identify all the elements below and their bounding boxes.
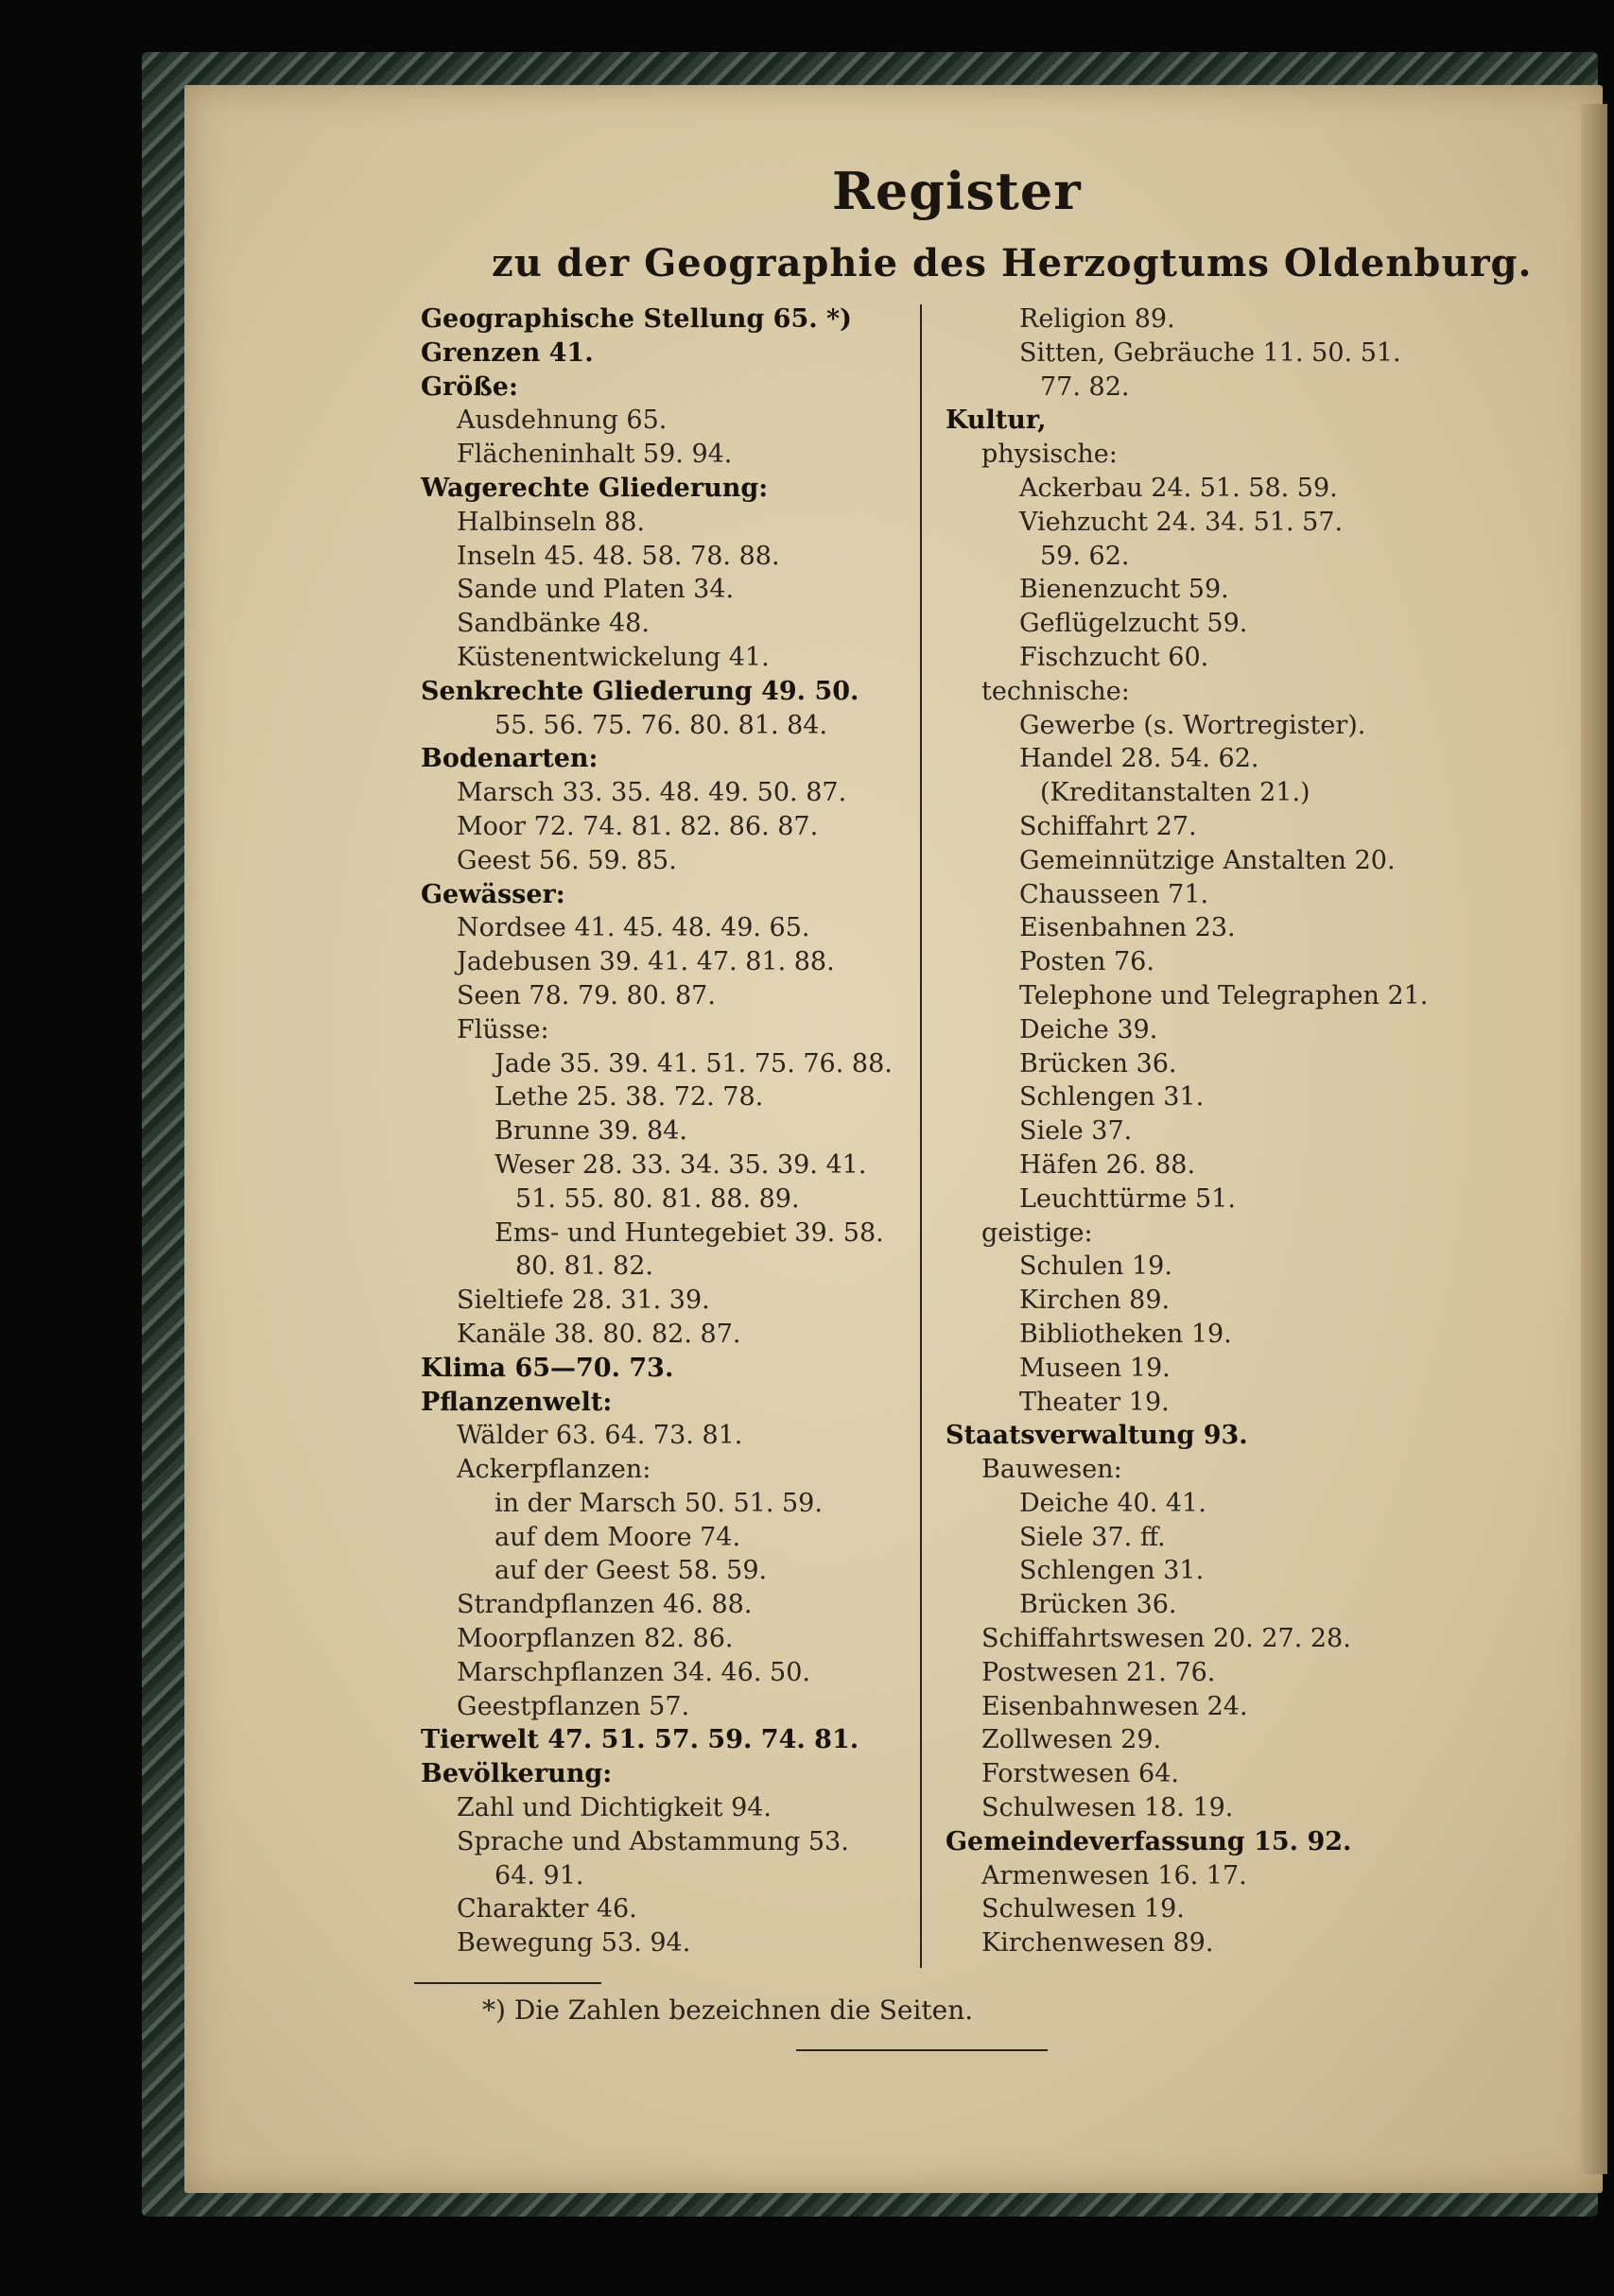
index-entry: Häfen 26. 88. [1019, 1149, 1196, 1180]
index-entry: Nordsee 41. 45. 48. 49. 65. [457, 913, 810, 943]
footnote-rule [414, 1982, 601, 1984]
index-entry: Gewerbe (s. Wortregister). [1019, 710, 1366, 740]
index-entry: Schiffahrtswesen 20. 27. 28. [981, 1624, 1351, 1654]
index-entry: physische: [981, 440, 1118, 470]
index-entry: Kanäle 38. 80. 82. 87. [457, 1319, 741, 1349]
index-entry: in der Marsch 50. 51. 59. [495, 1488, 823, 1518]
index-entry: Kirchenwesen 89. [981, 1928, 1214, 1959]
index-entry: Ackerbau 24. 51. 58. 59. [1019, 473, 1338, 503]
index-entry: Sieltiefe 28. 31. 39. [457, 1286, 710, 1316]
index-entry: Jadebusen 39. 41. 47. 81. 88. [457, 947, 835, 977]
index-entry: Brunne 39. 84. [495, 1116, 687, 1147]
index-entry: Viehzucht 24. 34. 51. 57. [1019, 507, 1344, 537]
index-entry: Forstwesen 64. [981, 1759, 1179, 1789]
index-entry: Charakter 46. [457, 1894, 637, 1925]
index-entry: auf der Geest 58. 59. [495, 1556, 768, 1586]
index-entry: Bibliotheken 19. [1019, 1319, 1232, 1349]
index-entry: Sitten, Gebräuche 11. 50. 51. [1019, 337, 1401, 368]
index-entry: Schlengen 31. [1019, 1556, 1205, 1586]
index-entry: Museen 19. [1019, 1353, 1171, 1383]
index-entry: Eisenbahnwesen 24. [981, 1691, 1248, 1721]
index-entry: 51. 55. 80. 81. 88. 89. [515, 1183, 800, 1214]
index-column-left [421, 302, 912, 1960]
index-heading: Pflanzenwelt: [421, 1387, 613, 1417]
index-entry: Siele 37. [1019, 1116, 1133, 1147]
index-entry: Küstenentwickelung 41. [457, 642, 770, 672]
index-heading: Tierwelt 47. 51. 57. 59. 74. 81. [421, 1725, 859, 1755]
index-heading: Grenzen 41. [421, 337, 594, 368]
index-entry: Fischzucht 60. [1019, 642, 1209, 672]
index-entry: geistige: [981, 1217, 1093, 1248]
index-entry: Flächeninhalt 59. 94. [457, 440, 733, 470]
index-heading: Gemeindeverfassung 15. 92. [946, 1826, 1352, 1856]
index-entry: Eisenbahnen 23. [1019, 913, 1236, 943]
index-entry: Schiffahrt 27. [1019, 811, 1197, 841]
index-heading: Kultur, [946, 406, 1047, 436]
index-entry: Ausdehnung 65. [457, 406, 668, 436]
index-entry: Lethe 25. 38. 72. 78. [495, 1082, 764, 1113]
index-entry: Deiche 40. 41. [1019, 1488, 1206, 1518]
index-heading: Gewässer: [421, 879, 565, 909]
index-entry: Geest 56. 59. 85. [457, 845, 677, 875]
index-entry: Inseln 45. 48. 58. 78. 88. [457, 541, 780, 571]
index-heading: Klima 65—70. 73. [421, 1353, 674, 1383]
footnote: *) Die Zahlen bezeichnen die Seiten. [482, 1994, 974, 2026]
index-entry: 77. 82. [1040, 371, 1130, 402]
index-entry: Gemeinnützige Anstalten 20. [1019, 845, 1396, 875]
index-column-right [946, 302, 1513, 1960]
index-heading: Bodenarten: [421, 744, 599, 774]
index-entry: Kirchen 89. [1019, 1286, 1171, 1316]
index-entry: Ems- und Huntegebiet 39. 58. [495, 1217, 884, 1248]
index-entry: Strandpflanzen 46. 88. [457, 1590, 753, 1620]
index-entry: Halbinseln 88. [457, 507, 645, 537]
index-entry: Armenwesen 16. 17. [981, 1860, 1247, 1890]
index-entry: Schulwesen 19. [981, 1894, 1185, 1925]
end-rule [796, 2049, 1048, 2051]
index-entry: Zollwesen 29. [981, 1725, 1162, 1755]
index-entry: Sprache und Abstammung 53. [457, 1826, 849, 1856]
index-entry: Seen 78. 79. 80. 87. [457, 980, 716, 1010]
index-heading: Wagerechte Gliederung: [421, 473, 769, 503]
index-entry: Marsch 33. 35. 48. 49. 50. 87. [457, 778, 847, 808]
index-entry: Theater 19. [1019, 1387, 1170, 1417]
index-entry: Posten 76. [1019, 947, 1154, 977]
index-entry: Postwesen 21. 76. [981, 1657, 1216, 1687]
index-entry: Telephone und Telegraphen 21. [1019, 980, 1429, 1010]
index-entry: Brücken 36. [1019, 1590, 1177, 1620]
index-entry: Leuchttürme 51. [1019, 1183, 1236, 1214]
index-entry: Moorpflanzen 82. 86. [457, 1624, 734, 1654]
index-heading: Senkrechte Gliederung 49. 50. [421, 676, 859, 706]
index-entry: Schulen 19. [1019, 1252, 1172, 1282]
index-heading: Staatsverwaltung 93. [946, 1421, 1248, 1451]
index-entry: Sandbänke 48. [457, 609, 650, 639]
index-entry: Bewegung 53. 94. [457, 1928, 691, 1959]
index-entry: Handel 28. 54. 62. [1019, 744, 1259, 774]
column-divider [920, 304, 922, 1968]
index-entry: Chausseen 71. [1019, 879, 1209, 909]
index-entry: Moor 72. 74. 81. 82. 86. 87. [457, 811, 819, 841]
index-entry: Religion 89. [1019, 304, 1175, 334]
index-entry: Sande und Platen 34. [457, 575, 735, 605]
index-entry: 80. 81. 82. [515, 1252, 653, 1282]
index-entry: (Kreditanstalten 21.) [1040, 778, 1310, 808]
index-entry: Schlengen 31. [1019, 1082, 1205, 1113]
index-entry: Siele 37. ff. [1019, 1522, 1166, 1552]
index-entry: Bienenzucht 59. [1019, 575, 1229, 605]
index-entry: 64. 91. [495, 1860, 584, 1890]
page-edge [1581, 104, 1607, 2174]
index-entry: Jade 35. 39. 41. 51. 75. 76. 88. [495, 1048, 893, 1079]
index-entry: technische: [981, 676, 1130, 706]
index-heading: Bevölkerung: [421, 1759, 613, 1789]
index-entry: Wälder 63. 64. 73. 81. [457, 1421, 743, 1451]
index-entry: Zahl und Dichtigkeit 94. [457, 1793, 772, 1823]
index-entry: Geestpflanzen 57. [457, 1691, 690, 1721]
index-entry: Schulwesen 18. 19. [981, 1793, 1234, 1823]
index-entry: Flüsse: [457, 1014, 549, 1044]
index-entry: Bauwesen: [981, 1455, 1122, 1485]
index-entry: Brücken 36. [1019, 1048, 1177, 1079]
index-entry: Ackerpflanzen: [457, 1455, 651, 1485]
index-heading: Größe: [421, 371, 518, 402]
page-subtitle: zu der Geographie des Herzogtums Oldenburg. [492, 241, 1533, 285]
page-title: Register [832, 161, 1082, 221]
index-entry: Deiche 39. [1019, 1014, 1158, 1044]
index-entry: auf dem Moore 74. [495, 1522, 741, 1552]
index-heading: Geographische Stellung 65. *) [421, 304, 852, 334]
index-entry: Marschpflanzen 34. 46. 50. [457, 1657, 810, 1687]
index-entry: Weser 28. 33. 34. 35. 39. 41. [495, 1149, 867, 1180]
index-entry: Geflügelzucht 59. [1019, 609, 1248, 639]
index-entry: 59. 62. [1040, 541, 1130, 571]
index-entry: 55. 56. 75. 76. 80. 81. 84. [495, 710, 828, 740]
